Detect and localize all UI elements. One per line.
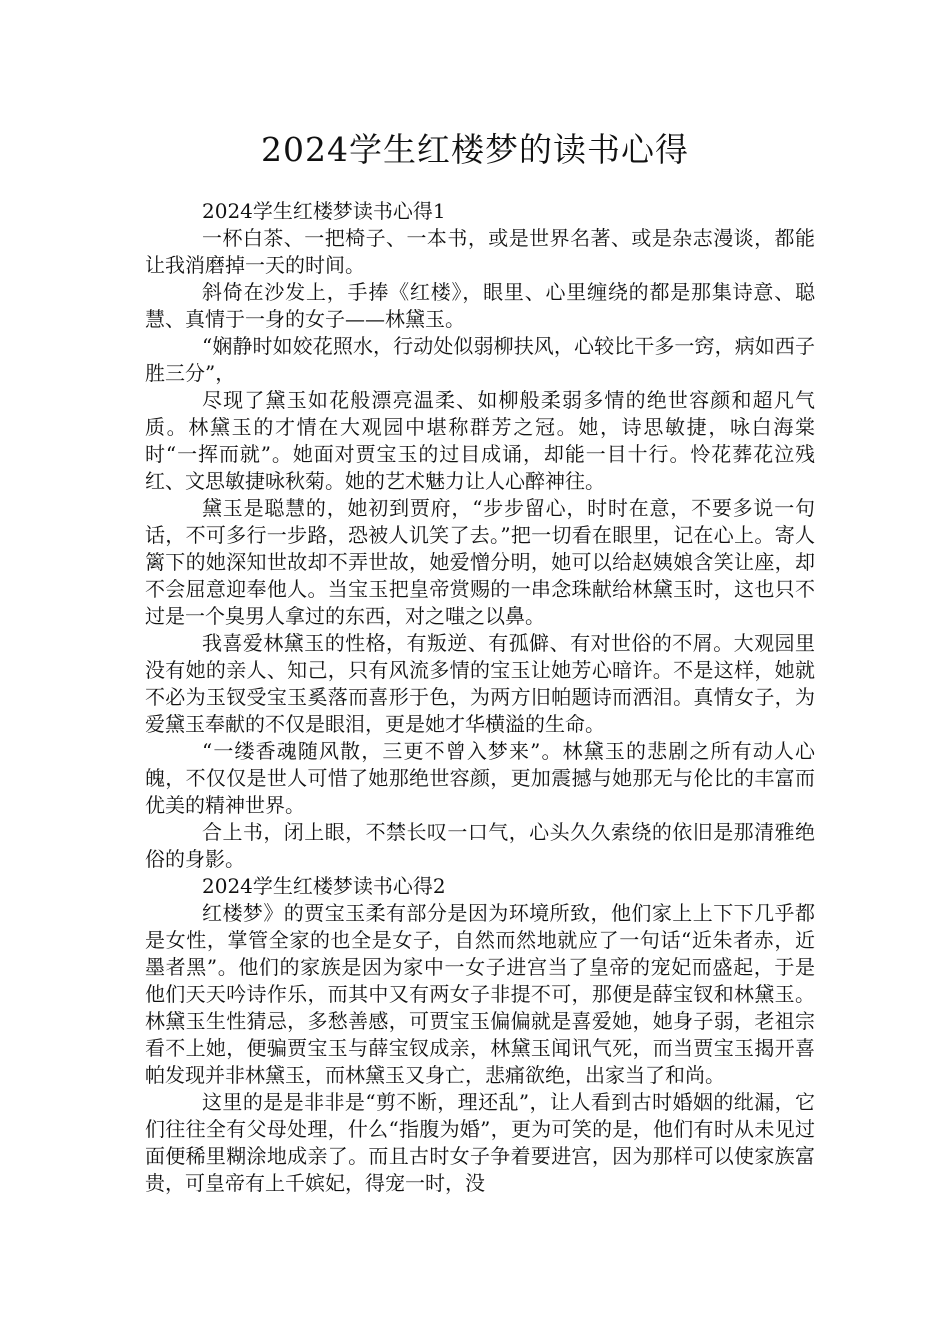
section-heading: 2024学生红楼梦读书心得2: [202, 874, 446, 898]
paragraph: 一杯白茶、一把椅子、一本书，或是世界名著、或是杂志漫谈，都能让我消磨掉一天的时间。: [145, 226, 815, 277]
paragraph: 尽现了黛玉如花般漂亮温柔、如柳般柔弱多情的绝世容颜和超凡气质。林黛玉的才情在大观园中堪称群芳之冠。她，诗思敏捷，咏白海棠时“一挥而就”。她面对贾宝玉的过目成诵，却能一目十行。怜花葬花泣残红、文思敏捷咏秋菊。她的艺术魅力让人心醉神往。: [145, 388, 815, 493]
paragraph: 斜倚在沙发上，手捧《红楼》，眼里、心里缠绕的都是那集诗意、聪慧、真情于一身的女子——林黛玉。: [145, 280, 815, 331]
paragraph: 黛玉是聪慧的，她初到贾府，“步步留心，时时在意，不要多说一句话，不可多行一步路，恐被人讥笑了去。”把一切看在眼里，记在心上。寄人篱下的她深知世故却不弄世故，她爱憎分明，她可以给赵姨娘含笑让座，却不会屈意迎奉他人。当宝玉把皇帝赏赐的一串念珠献给林黛玉时，这也只不过是一个臭男人拿过的东西，对之嗤之以鼻。: [145, 496, 815, 628]
paragraph: 这里的是是非非是“剪不断，理还乱”，让人看到古时婚姻的纰漏，它们往往全有父母处理，什么“指腹为婚”，更为可笑的是，他们有时从未见过面便稀里糊涂地成亲了。而且古时女子争着要进宫，因为那样可以使家族富贵，可皇帝有上千嫔妃，得宠一时，没: [145, 1090, 815, 1195]
section-heading: 2024学生红楼梦读书心得1: [202, 199, 446, 223]
document-title: 2024学生红楼梦的读书心得: [261, 130, 689, 169]
paragraph: “一缕香魂随风散，三更不曾入梦来”。林黛玉的悲剧之所有动人心魄，不仅仅是世人可惜了她那绝世容颜，更加震撼与她那无与伦比的丰富而优美的精神世界。: [145, 739, 815, 817]
paragraph: 我喜爱林黛玉的性格，有叛逆、有孤僻、有对世俗的不屑。大观园里没有她的亲人、知己，只有风流多情的宝玉让她芳心暗许。不是这样，她就不必为玉钗受宝玉奚落而喜形于色，为两方旧帕题诗而洒泪。真情女子，为爱黛玉奉献的不仅是眼泪，更是她才华横溢的生命。: [145, 631, 815, 736]
document-body: [145, 198, 815, 1197]
paragraph: 红楼梦》的贾宝玉柔有部分是因为环境所致，他们家上上下下几乎都是女性，掌管全家的也全是女子，自然而然地就应了一句话“近朱者赤，近墨者黑”。他们的家族是因为家中一女子进宫当了皇帝的宠妃而盛起，于是他们天天吟诗作乐，而其中又有两女子非提不可，那便是薛宝钗和林黛玉。林黛玉生性猜忌，多愁善感，可贾宝玉偏偏就是喜爱她，她身子弱，老祖宗看不上她，便骗贾宝玉与薛宝钗成亲，林黛玉闻讯气死，而当贾宝玉揭开喜帕发现并非林黛玉，而林黛玉又身亡，悲痛欲绝，出家当了和尚。: [145, 901, 815, 1087]
paragraph: 合上书，闭上眼，不禁长叹一口气，心头久久索绕的依旧是那清雅绝俗的身影。: [145, 820, 815, 871]
paragraph: “娴静时如姣花照水，行动处似弱柳扶风，心较比干多一窍，病如西子胜三分”，: [145, 334, 815, 385]
